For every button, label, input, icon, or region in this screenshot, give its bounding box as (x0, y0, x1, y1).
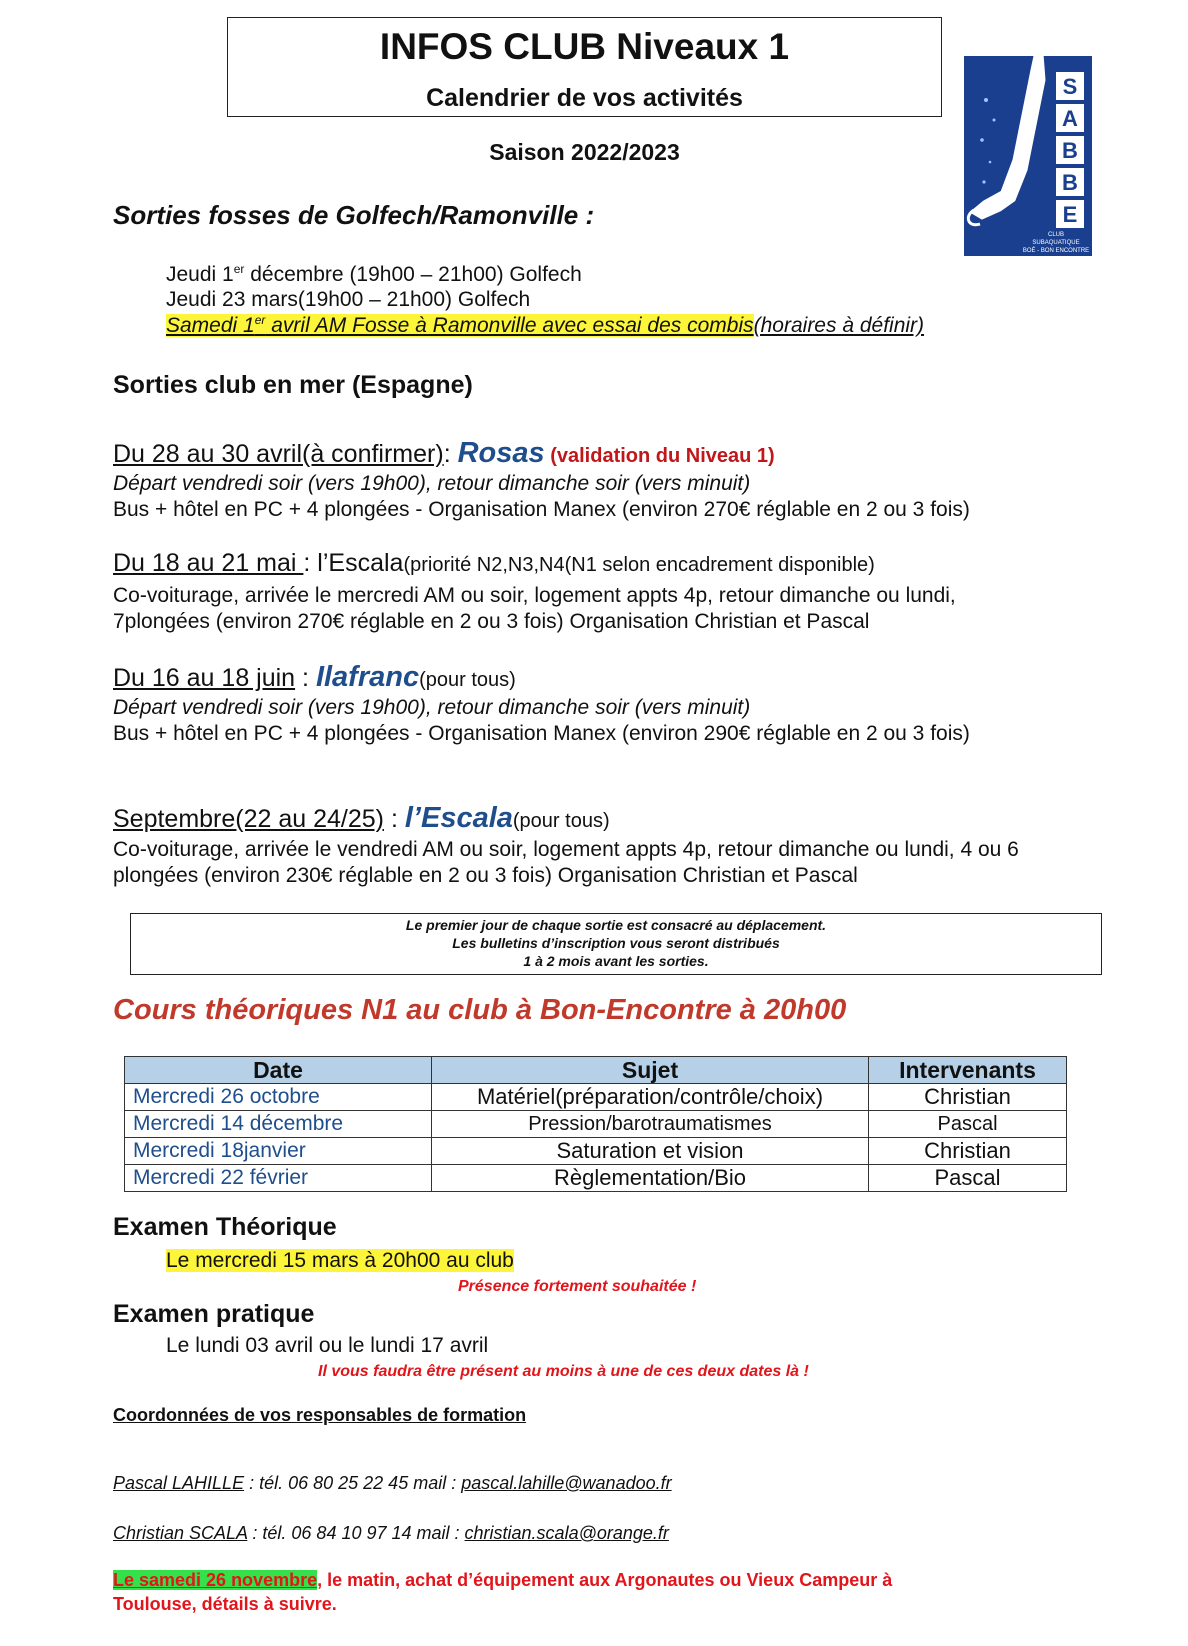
footer-line-2: Toulouse, détails à suivre. (113, 1594, 337, 1614)
notice-line-2: Les bulletins d’inscription vous seront distribués (452, 935, 780, 951)
contact-name: Christian SCALA (113, 1523, 248, 1543)
column-header: Intervenants (869, 1057, 1067, 1084)
season-label: Saison 2022/2023 (489, 139, 680, 165)
logo-letter: B (1062, 138, 1078, 163)
column-header: Sujet (432, 1057, 869, 1084)
table-row (125, 1084, 1067, 1111)
row-subject: Pression/barotraumatismes (432, 1111, 869, 1138)
fosses-line-1: Jeudi 1er décembre (19h00 – 21h00) Golfech (166, 262, 582, 286)
llafranc-line-2: Bus + hôtel en PC + 4 plongées - Organisation Manex (environ 290€ réglable en 2 ou 3 fois) (113, 722, 970, 745)
row-speaker: Pascal (869, 1111, 1067, 1138)
escala2-line-2: plongées (environ 230€ réglable en 2 ou 3 fois) Organisation Christian et Pascal (113, 864, 858, 887)
club-logo (964, 40, 1092, 256)
row-date: Mercredi 22 février (125, 1165, 432, 1192)
escala2-line-1: Co-voiturage, arrivée le vendredi AM ou soir, logement appts 4p, retour dimanche ou lundi, 4 ou 6 (113, 838, 1019, 861)
notice-line-1: Le premier jour de chaque sortie est consacré au déplacement. (405, 917, 827, 933)
escala1-line-2: 7plongées (environ 270€ réglable en 2 ou 3 fois) Organisation Christian et Pascal (113, 610, 870, 633)
contact-email-link[interactable]: pascal.lahille@wanadoo.fr (461, 1473, 672, 1493)
row-date: Mercredi 18janvier (125, 1138, 432, 1165)
table-row (125, 1111, 1067, 1138)
escala1-line-1: Co-voiturage, arrivée le mercredi AM ou soir, logement appts 4p, retour dimanche ou lundi, (113, 584, 956, 607)
row-speaker: Christian (869, 1084, 1067, 1111)
row-subject: Saturation et vision (432, 1138, 869, 1165)
row-speaker: Christian (869, 1138, 1067, 1165)
exam-prat-heading: Examen pratique (113, 1300, 315, 1328)
row-speaker: Pascal (869, 1165, 1067, 1192)
contact-name: Pascal LAHILLE (113, 1473, 245, 1493)
exam-prat-note: Il vous faudra être présent au moins à une de ces deux dates là ! (318, 1363, 809, 1380)
logo-letter: E (1062, 202, 1078, 227)
rosas-line-1: Départ vendredi soir (vers 19h00), retour dimanche soir (vers minuit) (113, 472, 751, 495)
exam-theo-note: Présence fortement souhaitée ! (458, 1278, 697, 1295)
exam-prat-line: Le lundi 03 avril ou le lundi 17 avril (166, 1334, 489, 1357)
logo-letter: B (1062, 170, 1078, 195)
column-header: Date (125, 1057, 432, 1084)
row-subject: Matériel(préparation/contrôle/choix) (432, 1084, 869, 1111)
escala1-title: Du 18 au 21 mai : l’Escala(priorité N2,N3,N4(N1 selon encadrement disponible) (113, 549, 875, 577)
mer-heading: Sorties club en mer (Espagne) (113, 371, 473, 399)
exam-theo-line: Le mercredi 15 mars à 20h00 au club (166, 1249, 514, 1272)
logo-letter: S (1062, 74, 1078, 99)
course-table (124, 1056, 1067, 1192)
page-title: INFOS CLUB Niveaux 1 (379, 26, 790, 67)
fosses-line-3: Samedi 1er avril AM Fosse à Ramonville avec essai des combis(horaires à définir) (166, 313, 925, 337)
exam-theo-heading: Examen Théorique (113, 1213, 337, 1241)
contact-christian: Christian SCALA : tél. 06 84 10 97 14 mail : christian.scala@orange.fr (113, 1523, 669, 1543)
notice-line-3: 1 à 2 mois avant les sorties. (523, 953, 709, 969)
logo-text: SUBAQUATIQUE (1032, 240, 1080, 246)
llafranc-title: Du 16 au 18 juin : Ilafranc(pour tous) (113, 661, 516, 693)
logo-text: CLUB (1047, 232, 1065, 238)
fosses-line-2: Jeudi 23 mars(19h00 – 21h00) Golfech (166, 288, 531, 311)
table-row (125, 1138, 1067, 1165)
row-subject: Règlementation/Bio (432, 1165, 869, 1192)
logo-letter: A (1062, 106, 1078, 131)
cours-heading: Cours théoriques N1 au club à Bon-Encontre à 20h00 (113, 994, 847, 1026)
row-date: Mercredi 26 octobre (125, 1084, 432, 1111)
page-subtitle: Calendrier de vos activités (426, 84, 743, 112)
escala2-title: Septembre(22 au 24/25) : l’Escala(pour tous) (113, 802, 610, 834)
contact-email-link[interactable]: christian.scala@orange.fr (464, 1523, 669, 1543)
rosas-line-2: Bus + hôtel en PC + 4 plongées - Organisation Manex (environ 270€ réglable en 2 ou 3 fois) (113, 498, 970, 521)
contacts-heading: Coordonnées de vos responsables de formation (113, 1405, 527, 1425)
footer-line-1: Le samedi 26 novembre, le matin, achat d’équipement aux Argonautes ou Vieux Campeur à (113, 1570, 893, 1590)
rosas-title: Du 28 au 30 avril(à confirmer): Rosas (validation du Niveau 1) (113, 437, 775, 469)
contact-pascal: Pascal LAHILLE : tél. 06 80 25 22 45 mail : pascal.lahille@wanadoo.fr (113, 1473, 672, 1493)
logo-letters (1056, 72, 1084, 228)
llafranc-line-1: Départ vendredi soir (vers 19h00), retour dimanche soir (vers minuit) (113, 696, 751, 719)
table-header-row (125, 1057, 1067, 1084)
row-date: Mercredi 14 décembre (125, 1111, 432, 1138)
table-row (125, 1165, 1067, 1192)
logo-text: BOÉ - BON ENCONTRE (1022, 248, 1090, 254)
fosses-heading: Sorties fosses de Golfech/Ramonville : (113, 200, 595, 230)
